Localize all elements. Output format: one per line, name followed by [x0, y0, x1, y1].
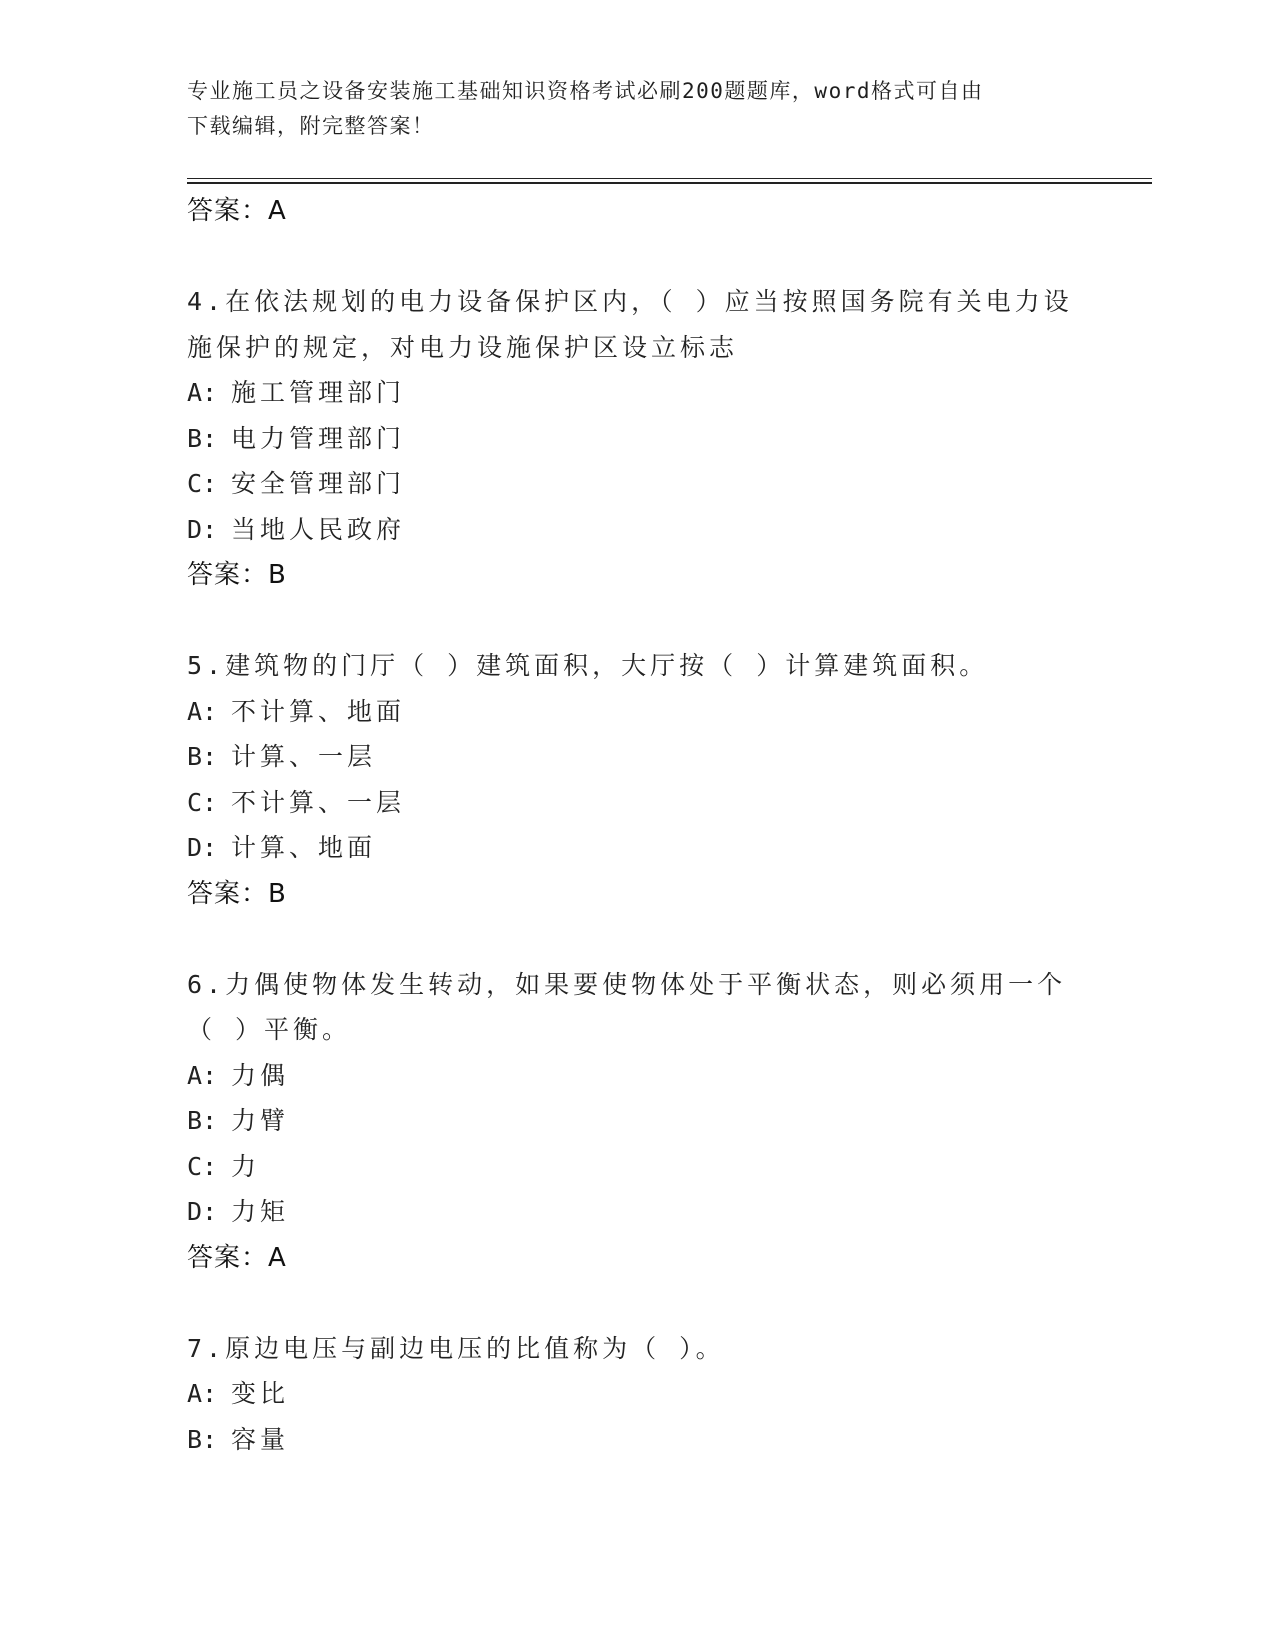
answer-line: 答案：A — [187, 196, 287, 226]
option-c — [187, 461, 1127, 507]
answer-line: 答案：B — [187, 560, 287, 590]
question-list — [187, 188, 1127, 1462]
answer-line: 答案：B — [187, 878, 287, 909]
option-b — [187, 1417, 1127, 1463]
question-stem: （ ）平衡。 — [187, 1015, 352, 1044]
option-text: 计算、地面 — [231, 833, 377, 862]
option-key: C: — [187, 1151, 218, 1181]
option-a — [187, 1371, 1127, 1417]
option-c — [187, 1144, 1127, 1190]
question-stem: 6.力偶使物体发生转动，如果要使物体处于平衡状态，则必须用一个 — [187, 969, 1067, 999]
option-d — [187, 1189, 1127, 1235]
option-text: 力矩 — [231, 1197, 290, 1226]
option-b — [187, 1098, 1127, 1144]
option-key: A: — [187, 378, 218, 407]
option-text: 力臂 — [231, 1106, 290, 1135]
option-key: A: — [187, 696, 218, 726]
option-a — [187, 1053, 1127, 1099]
option-b — [187, 416, 1127, 462]
option-key: D: — [187, 833, 218, 862]
option-key: A: — [187, 1060, 218, 1090]
option-key: D: — [187, 1197, 218, 1226]
header-divider-thick — [187, 182, 1152, 184]
option-key: B: — [187, 423, 218, 453]
question-stem: 施保护的规定，对电力设施保护区设立标志 — [187, 332, 739, 362]
option-c — [187, 780, 1127, 826]
question-stem: 7.原边电压与副边电压的比值称为（ ）。 — [187, 1333, 725, 1363]
option-d — [187, 825, 1127, 871]
option-text: 计算、一层 — [231, 742, 377, 771]
question-item — [187, 643, 1127, 917]
option-text: 安全管理部门 — [231, 469, 406, 498]
question-item — [187, 1326, 1127, 1463]
option-text: 施工管理部门 — [231, 378, 406, 407]
option-key: C: — [187, 469, 218, 498]
option-text: 力偶 — [231, 1060, 290, 1090]
option-text: 不计算、一层 — [231, 787, 406, 817]
question-stem: 5.建筑物的门厅（ ）建筑面积，大厅按（ ）计算建筑面积。 — [187, 651, 989, 680]
question-item — [187, 279, 1127, 598]
option-text: 力 — [231, 1151, 261, 1181]
question-stem: 4.在依法规划的电力设备保护区内，（ ）应当按照国务院有关电力设 — [187, 287, 1073, 316]
option-d — [187, 507, 1127, 553]
header-line-1: 专业施工员之设备安装施工基础知识资格考试必刷200题题库，word格式可自由 — [187, 79, 984, 103]
option-key: B: — [187, 1424, 218, 1454]
option-key: D: — [187, 514, 218, 544]
option-text: 不计算、地面 — [231, 696, 406, 726]
header-line-2: 下载编辑，附完整答案！ — [187, 114, 435, 138]
option-a — [187, 370, 1127, 416]
answer-line: 答案：A — [187, 1242, 287, 1273]
option-key: C: — [187, 787, 218, 817]
option-text: 当地人民政府 — [231, 514, 406, 544]
option-text: 电力管理部门 — [231, 423, 406, 453]
option-key: A: — [187, 1379, 218, 1408]
option-a — [187, 689, 1127, 735]
question-item — [187, 962, 1127, 1281]
option-text: 变比 — [231, 1379, 290, 1408]
document-header — [187, 74, 1067, 144]
option-key: B: — [187, 1106, 218, 1135]
option-b — [187, 734, 1127, 780]
header-divider-thin — [187, 178, 1152, 179]
option-text: 容量 — [231, 1424, 290, 1454]
option-key: B: — [187, 742, 218, 771]
